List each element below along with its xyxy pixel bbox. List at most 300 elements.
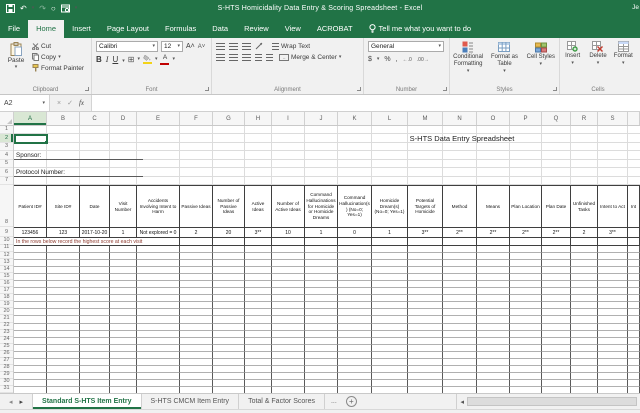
empty-cell[interactable] <box>80 281 110 288</box>
empty-cell[interactable] <box>542 295 571 302</box>
empty-cell[interactable] <box>213 316 245 323</box>
empty-cell[interactable] <box>137 246 180 253</box>
empty-cell[interactable] <box>628 366 640 373</box>
empty-cell[interactable] <box>628 380 640 387</box>
empty-cell[interactable] <box>477 345 510 352</box>
empty-cell[interactable] <box>137 309 180 316</box>
empty-cell[interactable] <box>443 253 477 260</box>
delete-cells-button[interactable] <box>586 41 610 66</box>
row-header-18[interactable]: 18 <box>0 294 13 301</box>
row-header-11[interactable]: 11 <box>0 245 13 252</box>
empty-cell[interactable] <box>510 331 542 338</box>
empty-cell[interactable] <box>272 338 305 345</box>
empty-cell[interactable] <box>571 274 598 281</box>
font-name-select[interactable] <box>96 41 158 52</box>
paste-button[interactable] <box>4 41 28 72</box>
empty-cell[interactable] <box>542 387 571 393</box>
empty-cell[interactable] <box>137 274 180 281</box>
empty-cell[interactable] <box>443 387 477 393</box>
ribbon-tab-review[interactable]: Review <box>244 24 269 33</box>
empty-cell[interactable] <box>372 366 408 373</box>
empty-cell[interactable] <box>305 281 338 288</box>
empty-cell[interactable] <box>180 302 213 309</box>
empty-cell[interactable] <box>213 373 245 380</box>
new-sheet-button[interactable]: + <box>346 396 357 407</box>
empty-cell[interactable] <box>571 302 598 309</box>
row-header-29[interactable]: 29 <box>0 372 13 379</box>
empty-cell[interactable] <box>14 352 47 359</box>
empty-cell[interactable] <box>542 380 571 387</box>
table-header-cell[interactable]: Int <box>628 186 640 228</box>
empty-cell[interactable] <box>571 380 598 387</box>
table-data-cell[interactable]: 10 <box>272 228 305 238</box>
empty-cell[interactable] <box>542 338 571 345</box>
table-cell[interactable] <box>272 238 305 246</box>
empty-cell[interactable] <box>245 281 272 288</box>
workbook-icon[interactable] <box>61 4 70 13</box>
empty-cell[interactable] <box>305 274 338 281</box>
empty-cell[interactable] <box>213 359 245 366</box>
empty-cell[interactable] <box>180 324 213 331</box>
empty-cell[interactable] <box>245 380 272 387</box>
grow-font-icon[interactable]: A˄ <box>186 43 195 50</box>
empty-cell[interactable] <box>443 288 477 295</box>
percent-format-icon[interactable]: % <box>384 56 391 63</box>
empty-cell[interactable] <box>47 281 80 288</box>
empty-cell[interactable] <box>408 295 443 302</box>
empty-cell[interactable] <box>542 281 571 288</box>
row-header-31[interactable]: 31 <box>0 386 13 393</box>
empty-cell[interactable] <box>80 359 110 366</box>
empty-cell[interactable] <box>245 274 272 281</box>
empty-cell[interactable] <box>372 331 408 338</box>
empty-cell[interactable] <box>408 274 443 281</box>
empty-cell[interactable] <box>137 387 180 393</box>
empty-cell[interactable] <box>213 352 245 359</box>
empty-cell[interactable] <box>245 309 272 316</box>
empty-cell[interactable] <box>477 267 510 274</box>
empty-cell[interactable] <box>137 253 180 260</box>
empty-cell[interactable] <box>571 352 598 359</box>
empty-cell[interactable] <box>305 338 338 345</box>
row-header-19[interactable]: 19 <box>0 301 13 308</box>
empty-cell[interactable] <box>137 380 180 387</box>
column-header-A[interactable]: A <box>14 112 47 125</box>
empty-cell[interactable] <box>245 316 272 323</box>
empty-cell[interactable] <box>47 260 80 267</box>
increase-decimal-icon[interactable]: ←.0 <box>402 56 412 63</box>
borders-button[interactable]: ⊞ <box>127 55 135 65</box>
empty-cell[interactable] <box>180 345 213 352</box>
empty-cell[interactable] <box>542 359 571 366</box>
empty-cell[interactable] <box>571 309 598 316</box>
ribbon-tab-insert[interactable]: Insert <box>72 24 91 33</box>
table-data-cell[interactable]: Not explored = 0 <box>137 228 180 238</box>
empty-cell[interactable] <box>408 260 443 267</box>
table-data-cell[interactable]: 1 <box>305 228 338 238</box>
empty-cell[interactable] <box>272 373 305 380</box>
empty-cell[interactable] <box>110 352 137 359</box>
empty-cell[interactable] <box>137 281 180 288</box>
empty-cell[interactable] <box>571 260 598 267</box>
empty-cell[interactable] <box>408 352 443 359</box>
empty-cell[interactable] <box>47 366 80 373</box>
empty-cell[interactable] <box>338 316 372 323</box>
empty-cell[interactable] <box>338 359 372 366</box>
dialog-launcher-icon[interactable] <box>205 87 209 91</box>
empty-cell[interactable] <box>14 253 47 260</box>
empty-cell[interactable] <box>338 338 372 345</box>
empty-cell[interactable] <box>372 302 408 309</box>
empty-cell[interactable] <box>510 387 542 393</box>
table-header-cell[interactable]: Number of Passive Ideas <box>213 186 245 228</box>
empty-cell[interactable] <box>213 324 245 331</box>
empty-cell[interactable] <box>272 260 305 267</box>
empty-cell[interactable] <box>408 281 443 288</box>
table-header-cell[interactable]: Plan Date <box>542 186 571 228</box>
empty-cell[interactable] <box>110 260 137 267</box>
font-color-button[interactable] <box>160 55 169 65</box>
empty-cell[interactable] <box>14 281 47 288</box>
table-data-cell[interactable]: 2 <box>571 228 598 238</box>
empty-cell[interactable] <box>372 345 408 352</box>
empty-cell[interactable] <box>628 352 640 359</box>
row-header-28[interactable]: 28 <box>0 365 13 372</box>
ribbon-tab-file[interactable]: File <box>8 24 21 33</box>
empty-cell[interactable] <box>14 316 47 323</box>
table-header-cell[interactable]: Method <box>443 186 477 228</box>
empty-cell[interactable] <box>47 295 80 302</box>
empty-cell[interactable] <box>598 260 628 267</box>
empty-cell[interactable] <box>80 324 110 331</box>
empty-cell[interactable] <box>443 366 477 373</box>
empty-cell[interactable] <box>443 316 477 323</box>
empty-cell[interactable] <box>213 309 245 316</box>
empty-cell[interactable] <box>408 338 443 345</box>
empty-cell[interactable] <box>338 246 372 253</box>
empty-cell[interactable] <box>598 246 628 253</box>
sheet-tab[interactable]: Total & Factor Scores <box>239 394 325 409</box>
empty-cell[interactable] <box>272 267 305 274</box>
column-header-E[interactable]: E <box>137 112 180 125</box>
empty-cell[interactable] <box>571 359 598 366</box>
empty-cell[interactable] <box>338 309 372 316</box>
row-header-4[interactable]: 4 <box>0 151 13 160</box>
empty-cell[interactable] <box>598 338 628 345</box>
empty-cell[interactable] <box>628 281 640 288</box>
empty-cell[interactable] <box>372 380 408 387</box>
table-cell[interactable] <box>338 238 372 246</box>
row-header-2[interactable]: 2 <box>0 134 13 143</box>
empty-cell[interactable] <box>542 267 571 274</box>
sheet-nav-right-icon[interactable]: ▸ <box>19 398 24 406</box>
empty-cell[interactable] <box>408 309 443 316</box>
empty-cell[interactable] <box>542 246 571 253</box>
empty-cell[interactable] <box>180 380 213 387</box>
empty-cell[interactable] <box>542 253 571 260</box>
column-header-P[interactable]: P <box>510 112 542 125</box>
empty-cell[interactable] <box>571 331 598 338</box>
empty-cell[interactable] <box>542 316 571 323</box>
empty-cell[interactable] <box>14 373 47 380</box>
column-header-D[interactable]: D <box>110 112 137 125</box>
empty-cell[interactable] <box>80 352 110 359</box>
empty-cell[interactable] <box>272 295 305 302</box>
merge-center-button[interactable] <box>279 54 341 61</box>
empty-cell[interactable] <box>338 260 372 267</box>
row-header-23[interactable]: 23 <box>0 330 13 337</box>
empty-cell[interactable] <box>80 338 110 345</box>
table-cell[interactable] <box>598 238 628 246</box>
table-cell[interactable] <box>477 238 510 246</box>
horizontal-scrollbar[interactable] <box>456 394 640 409</box>
row-header-8[interactable]: 8 <box>0 185 13 227</box>
empty-cell[interactable] <box>305 316 338 323</box>
note-cell[interactable]: In the rows below record the highest score at each visit <box>14 238 180 246</box>
empty-cell[interactable] <box>305 352 338 359</box>
table-data-cell[interactable]: 123 <box>47 228 80 238</box>
empty-cell[interactable] <box>180 359 213 366</box>
empty-cell[interactable] <box>477 253 510 260</box>
empty-cell[interactable] <box>272 281 305 288</box>
empty-cell[interactable] <box>443 345 477 352</box>
empty-cell[interactable] <box>477 324 510 331</box>
column-header-K[interactable]: K <box>338 112 372 125</box>
empty-cell[interactable] <box>443 373 477 380</box>
increase-indent-icon[interactable] <box>266 54 273 61</box>
empty-cell[interactable] <box>510 373 542 380</box>
empty-cell[interactable] <box>628 309 640 316</box>
table-cell[interactable] <box>510 238 542 246</box>
empty-cell[interactable] <box>443 246 477 253</box>
empty-cell[interactable] <box>110 387 137 393</box>
empty-cell[interactable] <box>443 260 477 267</box>
table-data-cell[interactable]: 2** <box>510 228 542 238</box>
empty-cell[interactable] <box>510 288 542 295</box>
empty-cell[interactable] <box>137 288 180 295</box>
table-data-cell[interactable]: 3** <box>245 228 272 238</box>
column-header-J[interactable]: J <box>305 112 338 125</box>
empty-cell[interactable] <box>305 260 338 267</box>
empty-cell[interactable] <box>80 302 110 309</box>
empty-cell[interactable] <box>80 345 110 352</box>
empty-cell[interactable] <box>245 366 272 373</box>
empty-cell[interactable] <box>305 324 338 331</box>
empty-cell[interactable] <box>110 338 137 345</box>
empty-cell[interactable] <box>408 380 443 387</box>
table-header-cell[interactable]: Visit Number <box>110 186 137 228</box>
empty-cell[interactable] <box>47 331 80 338</box>
empty-cell[interactable] <box>510 359 542 366</box>
empty-cell[interactable] <box>372 352 408 359</box>
table-header-cell[interactable]: Potential Targets of Homicide <box>408 186 443 228</box>
empty-cell[interactable] <box>338 345 372 352</box>
empty-cell[interactable] <box>47 387 80 393</box>
empty-cell[interactable] <box>628 373 640 380</box>
insert-cells-button[interactable] <box>561 41 585 66</box>
empty-cell[interactable] <box>80 260 110 267</box>
empty-cell[interactable] <box>14 267 47 274</box>
empty-cell[interactable] <box>571 324 598 331</box>
empty-cell[interactable] <box>628 316 640 323</box>
empty-cell[interactable] <box>372 253 408 260</box>
empty-cell[interactable] <box>408 324 443 331</box>
empty-cell[interactable] <box>245 373 272 380</box>
empty-cell[interactable] <box>510 309 542 316</box>
empty-cell[interactable] <box>272 345 305 352</box>
empty-cell[interactable] <box>80 366 110 373</box>
empty-cell[interactable] <box>510 380 542 387</box>
empty-cell[interactable] <box>245 260 272 267</box>
empty-cell[interactable] <box>510 274 542 281</box>
empty-cell[interactable] <box>47 302 80 309</box>
empty-cell[interactable] <box>477 352 510 359</box>
table-data-cell[interactable]: 3** <box>408 228 443 238</box>
empty-cell[interactable] <box>372 274 408 281</box>
empty-cell[interactable] <box>571 288 598 295</box>
empty-cell[interactable] <box>338 380 372 387</box>
empty-cell[interactable] <box>110 253 137 260</box>
row-header-26[interactable]: 26 <box>0 351 13 358</box>
empty-cell[interactable] <box>213 274 245 281</box>
select-all-corner[interactable] <box>0 112 14 125</box>
empty-cell[interactable] <box>47 359 80 366</box>
empty-cell[interactable] <box>110 380 137 387</box>
table-cell[interactable] <box>305 238 338 246</box>
empty-cell[interactable] <box>80 246 110 253</box>
empty-cell[interactable] <box>443 338 477 345</box>
empty-cell[interactable] <box>213 281 245 288</box>
column-header-M[interactable]: M <box>408 112 443 125</box>
empty-cell[interactable] <box>408 359 443 366</box>
empty-cell[interactable] <box>137 366 180 373</box>
empty-cell[interactable] <box>245 324 272 331</box>
empty-cell[interactable] <box>338 295 372 302</box>
ribbon-tab-page-layout[interactable]: Page Layout <box>106 24 149 33</box>
empty-cell[interactable] <box>338 331 372 338</box>
empty-cell[interactable] <box>137 338 180 345</box>
empty-cell[interactable] <box>338 267 372 274</box>
empty-cell[interactable] <box>338 281 372 288</box>
empty-cell[interactable] <box>338 366 372 373</box>
empty-cell[interactable] <box>598 352 628 359</box>
empty-cell[interactable] <box>180 295 213 302</box>
row-header-1[interactable]: 1 <box>0 126 13 134</box>
table-cell[interactable] <box>372 238 408 246</box>
empty-cell[interactable] <box>137 345 180 352</box>
tell-me-box[interactable] <box>361 20 480 38</box>
empty-cell[interactable] <box>47 253 80 260</box>
align-right-icon[interactable] <box>242 54 251 61</box>
empty-cell[interactable] <box>180 316 213 323</box>
empty-cell[interactable] <box>110 316 137 323</box>
empty-cell[interactable] <box>477 295 510 302</box>
empty-cell[interactable] <box>372 338 408 345</box>
empty-cell[interactable] <box>305 288 338 295</box>
row-header-3[interactable]: 3 <box>0 143 13 151</box>
empty-cell[interactable] <box>542 324 571 331</box>
empty-cell[interactable] <box>542 260 571 267</box>
empty-cell[interactable] <box>47 380 80 387</box>
empty-cell[interactable] <box>372 373 408 380</box>
column-header-L[interactable]: L <box>372 112 408 125</box>
empty-cell[interactable] <box>213 288 245 295</box>
empty-cell[interactable] <box>47 324 80 331</box>
row-header-22[interactable]: 22 <box>0 323 13 330</box>
sheet-tab[interactable]: Standard S-HTS Item Entry <box>32 394 141 409</box>
empty-cell[interactable] <box>272 380 305 387</box>
table-header-cell[interactable]: Accidents Involving Intent to Harm <box>137 186 180 228</box>
decrease-decimal-icon[interactable]: .00→ <box>416 56 429 63</box>
table-header-cell[interactable]: Means <box>477 186 510 228</box>
empty-cell[interactable] <box>542 331 571 338</box>
table-header-cell[interactable]: Number of Active Ideas <box>272 186 305 228</box>
empty-cell[interactable] <box>213 338 245 345</box>
ribbon-tab-view[interactable]: View <box>284 24 301 33</box>
empty-cell[interactable] <box>443 309 477 316</box>
conditional-formatting-button[interactable] <box>450 41 486 74</box>
table-header-cell[interactable]: Intent to Act <box>598 186 628 228</box>
empty-cell[interactable] <box>628 246 640 253</box>
empty-cell[interactable] <box>110 267 137 274</box>
row-header-7[interactable]: 7 <box>0 177 13 185</box>
insert-function-icon[interactable]: fx <box>78 99 85 107</box>
table-data-cell[interactable]: 1 <box>372 228 408 238</box>
empty-cell[interactable] <box>598 345 628 352</box>
row-header-27[interactable]: 27 <box>0 358 13 365</box>
empty-cell[interactable] <box>510 366 542 373</box>
empty-cell[interactable] <box>272 387 305 393</box>
dialog-launcher-icon[interactable] <box>85 87 89 91</box>
empty-cell[interactable] <box>598 274 628 281</box>
empty-cell[interactable] <box>372 359 408 366</box>
empty-cell[interactable] <box>305 302 338 309</box>
empty-cell[interactable] <box>272 316 305 323</box>
empty-cell[interactable] <box>305 366 338 373</box>
empty-cell[interactable] <box>477 366 510 373</box>
empty-cell[interactable] <box>510 302 542 309</box>
dialog-launcher-icon[interactable] <box>443 87 447 91</box>
table-cell[interactable] <box>408 238 443 246</box>
table-header-cell[interactable]: Command Hallucinations for Homicide or Homicide Dreams <box>305 186 338 228</box>
cancel-entry-icon[interactable]: × <box>57 99 62 107</box>
column-header-S[interactable]: S <box>598 112 628 125</box>
empty-cell[interactable] <box>408 288 443 295</box>
empty-cell[interactable] <box>338 253 372 260</box>
empty-cell[interactable] <box>598 253 628 260</box>
empty-cell[interactable] <box>213 267 245 274</box>
circle-icon[interactable]: ○ <box>50 3 56 13</box>
empty-cell[interactable] <box>137 302 180 309</box>
empty-cell[interactable] <box>542 366 571 373</box>
empty-cell[interactable] <box>338 288 372 295</box>
empty-cell[interactable] <box>477 288 510 295</box>
empty-cell[interactable] <box>542 274 571 281</box>
empty-cell[interactable] <box>245 253 272 260</box>
bold-button[interactable]: B <box>96 55 102 65</box>
table-data-cell[interactable]: 2** <box>542 228 571 238</box>
empty-cell[interactable] <box>180 281 213 288</box>
empty-cell[interactable] <box>571 338 598 345</box>
table-header-cell[interactable]: Homicide Dream(s) (No=0; Yes=1) <box>372 186 408 228</box>
empty-cell[interactable] <box>628 260 640 267</box>
empty-cell[interactable] <box>408 373 443 380</box>
row-header-17[interactable]: 17 <box>0 287 13 294</box>
empty-cell[interactable] <box>245 345 272 352</box>
empty-cell[interactable] <box>477 302 510 309</box>
empty-cell[interactable] <box>598 281 628 288</box>
worksheet-grid[interactable] <box>0 126 640 393</box>
